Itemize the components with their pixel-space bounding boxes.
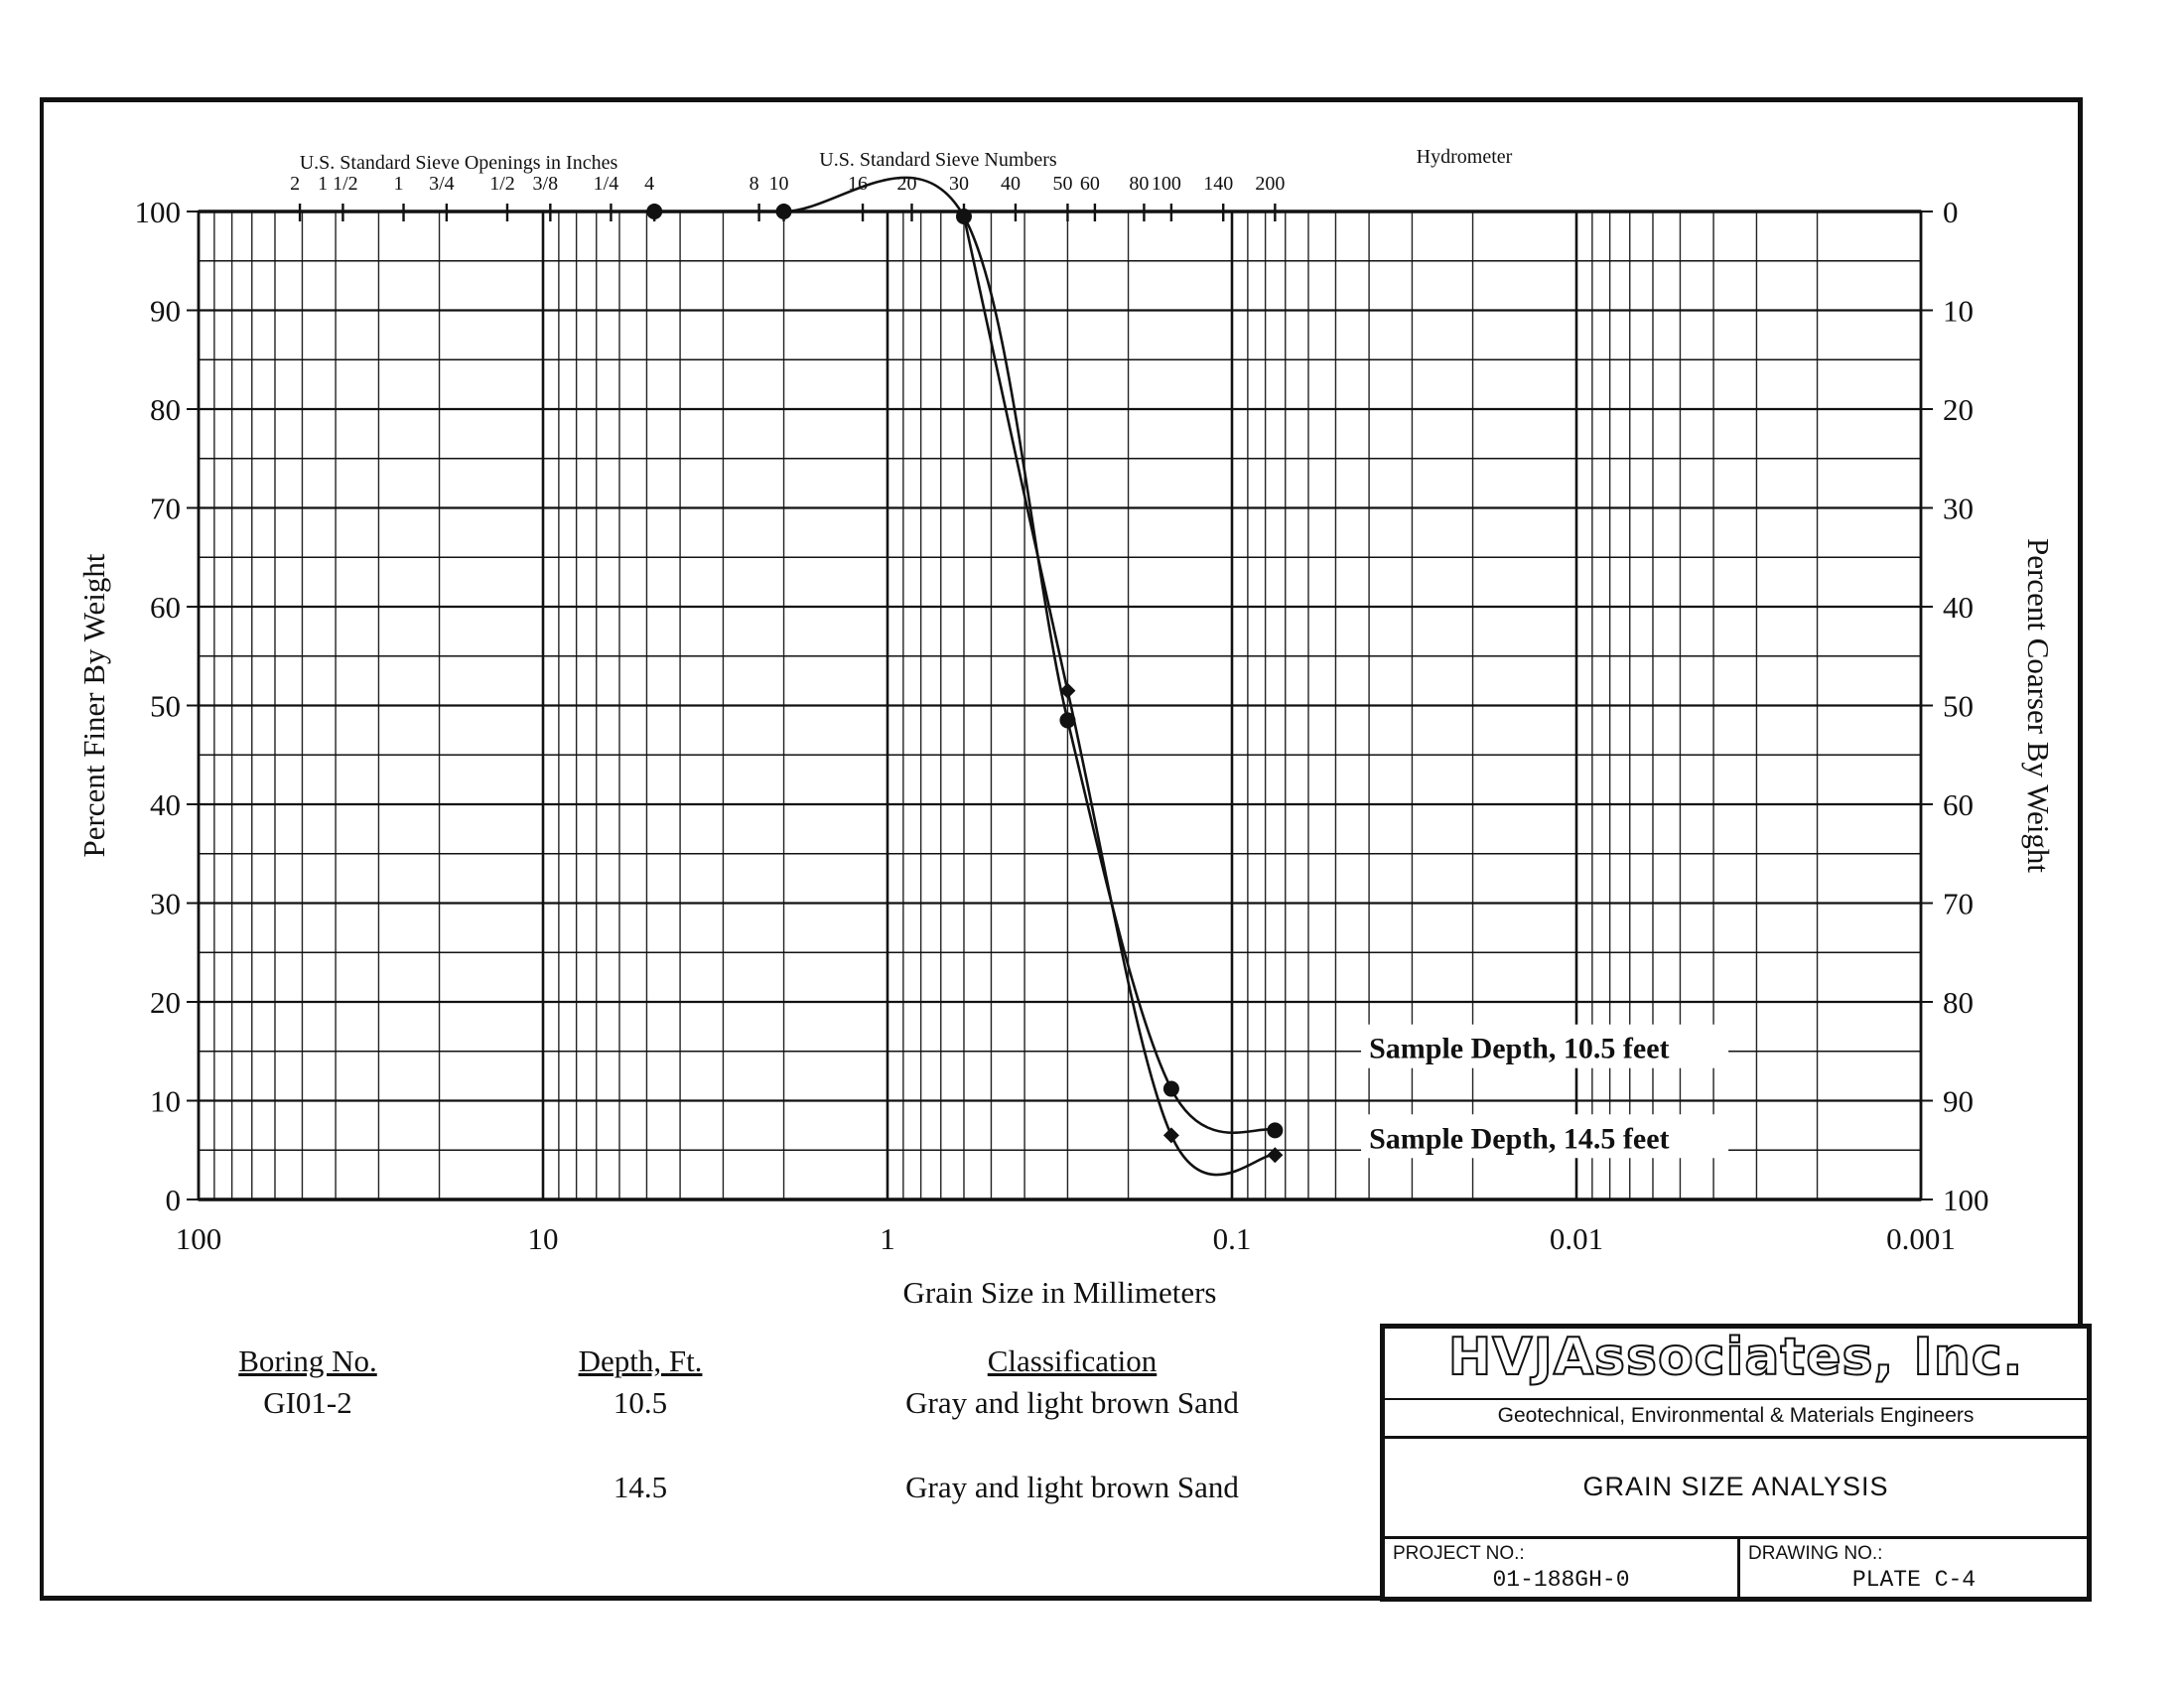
sieve-label: 10: [768, 173, 789, 195]
sieve-label: 20: [896, 173, 917, 195]
x-tick-label: 1: [880, 1221, 895, 1256]
y-tick-label: 100: [134, 195, 181, 229]
sample-annotation: Sample Depth, 14.5 feet: [1369, 1122, 1670, 1156]
project-number: 01-188GH-0: [1492, 1567, 1630, 1593]
y-right-tick-label: 0: [1943, 195, 1959, 229]
y-tick-label: 80: [150, 392, 181, 427]
classification-value-2: Gray and light brown Sand: [905, 1470, 1239, 1504]
y-right-tick-label: 100: [1943, 1183, 1989, 1217]
sieve-label: 3/4: [429, 173, 455, 195]
y-right-tick-label: 30: [1943, 491, 1974, 526]
y-right-tick-label: 10: [1943, 293, 1974, 329]
sieve-numbers-title: U.S. Standard Sieve Numbers: [819, 149, 1057, 171]
y-tick-label: 50: [150, 688, 181, 724]
y-tick-label: 70: [150, 491, 181, 526]
company-subtitle: Geotechnical, Environmental & Materials Engineers: [1385, 1400, 2087, 1439]
sieve-label: 1: [393, 173, 404, 195]
y-tick-label: 60: [150, 590, 181, 625]
x-axis-title: Grain Size in Millimeters: [902, 1275, 1217, 1310]
y-right-tick-label: 50: [1943, 688, 1974, 724]
hydrometer-title: Hydrometer: [1416, 146, 1513, 168]
y-right-tick-label: 20: [1943, 392, 1974, 427]
project-cell: [1385, 1539, 1740, 1599]
drawing-label: DRAWING NO.:: [1748, 1543, 1883, 1564]
y-tick-label: 40: [150, 787, 181, 822]
y-right-tick-label: 70: [1943, 886, 1974, 921]
sieve-label: 2: [290, 173, 301, 195]
sieve-label: 4: [644, 173, 655, 195]
chart-series: [646, 178, 1283, 1175]
sieve-label: 30: [948, 173, 969, 195]
sample-annotation: Sample Depth, 10.5 feet: [1369, 1032, 1670, 1065]
x-tick-label: 100: [175, 1221, 222, 1256]
boring-no-header: Boring No.: [238, 1343, 377, 1378]
x-tick-label: 0.01: [1549, 1221, 1604, 1256]
sieve-label: 200: [1255, 173, 1286, 195]
y-right-tick-label: 60: [1943, 787, 1974, 822]
x-tick-label: 0.001: [1886, 1221, 1956, 1256]
sieve-label: 60: [1079, 173, 1100, 195]
classification-header: Classification: [987, 1343, 1158, 1378]
boring-no-value: GI01-2: [263, 1385, 352, 1420]
y-tick-label: 30: [150, 886, 181, 921]
y-axis-title: Percent Finer By Weight: [76, 553, 111, 858]
sieve-label: 140: [1203, 173, 1234, 195]
sieve-label: 1/2: [489, 173, 515, 195]
sieve-label: 3/8: [532, 173, 559, 195]
x-tick-label: 10: [527, 1221, 559, 1256]
data-point-circle: [1163, 1081, 1179, 1097]
y-tick-label: 10: [150, 1083, 181, 1119]
company-name: HVJAssociates, Inc.: [1447, 1328, 2024, 1387]
depth-value-1: 10.5: [613, 1385, 668, 1420]
sieve-openings-title: U.S. Standard Sieve Openings in Inches: [299, 152, 618, 174]
project-label: PROJECT NO.:: [1393, 1543, 1525, 1564]
drawing-cell: [1740, 1539, 2088, 1599]
y-right-tick-label: 40: [1943, 590, 1974, 625]
sieve-label: 8: [749, 173, 759, 195]
series-line: [654, 178, 1275, 1133]
y-tick-label: 0: [165, 1183, 181, 1217]
sieve-label: 80: [1129, 173, 1150, 195]
y-tick-label: 20: [150, 985, 181, 1020]
sieve-label: 50: [1052, 173, 1073, 195]
x-tick-label: 0.1: [1212, 1221, 1252, 1256]
drawing-title: GRAIN SIZE ANALYSIS: [1385, 1439, 2087, 1539]
depth-value-2: 14.5: [613, 1470, 668, 1504]
company-logo: [1385, 1329, 2087, 1400]
sieve-label: 1/4: [593, 173, 619, 195]
depth-header: Depth, Ft.: [578, 1343, 703, 1378]
sieve-label: 40: [1000, 173, 1021, 195]
data-point-circle: [776, 204, 792, 219]
sieve-label: 1 1/2: [318, 173, 358, 195]
y-right-tick-label: 90: [1943, 1083, 1974, 1119]
y-right-axis-title: Percent Coarser By Weight: [2021, 538, 2056, 873]
data-point-circle: [1267, 1122, 1283, 1138]
title-block: [1380, 1324, 2092, 1602]
sieve-label: 16: [848, 173, 869, 195]
sieve-label: 100: [1151, 173, 1181, 195]
y-tick-label: 90: [150, 293, 181, 329]
drawing-number: PLATE C-4: [1851, 1567, 1977, 1593]
y-right-tick-label: 80: [1943, 985, 1974, 1020]
data-point-circle: [646, 204, 662, 219]
classification-value-1: Gray and light brown Sand: [905, 1385, 1239, 1420]
data-point-diamond: [1163, 1127, 1179, 1143]
